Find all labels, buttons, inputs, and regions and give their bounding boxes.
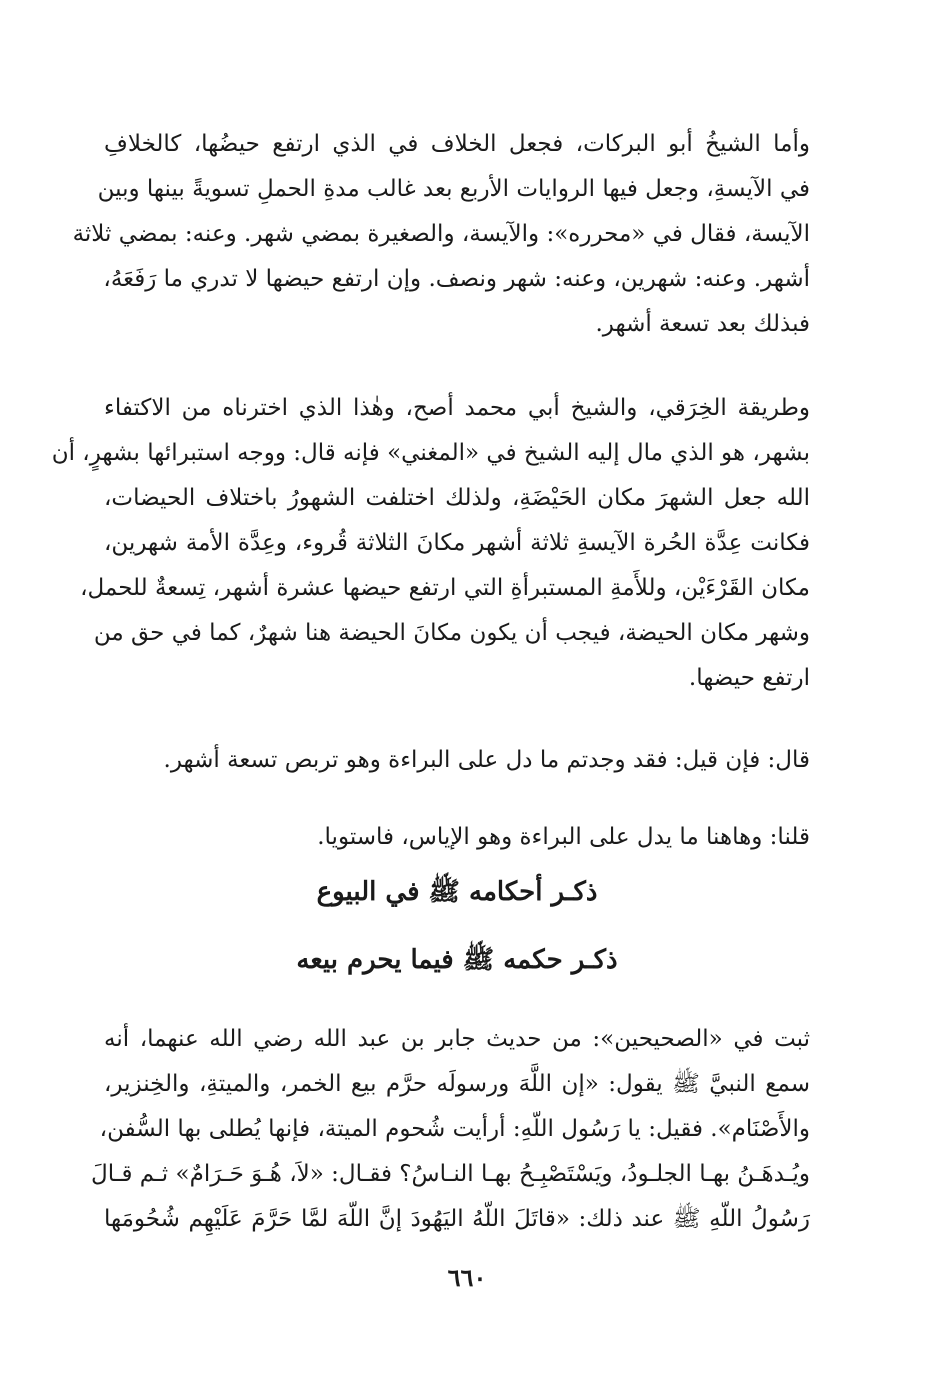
text-line: وأما الشيخُ أبو البركات، فجعل الخلاف في الذي ارتفع حيضُها، كالخلافِ xyxy=(104,131,810,157)
subsection-heading: ذكـر حكمه ﷺ فيما يحرم بيعه xyxy=(296,945,618,975)
text-line: ارتفع حيضها. xyxy=(688,665,810,691)
text-line: وشهر مكان الحيضة، فيجب أن يكون مكانَ الحيضة هنا شهرٌ، كما في حق من xyxy=(93,620,810,646)
text-line: والأَصْنَام». فقيل: يا رَسُول اللّهِ: أرأيت شُحوم الميتة، فإنها يُطلى بها السُّفن، xyxy=(99,1116,810,1142)
paragraph-abu-barakat xyxy=(72,122,810,347)
section-heading: ذكـر أحكامه ﷺ في البيوع xyxy=(316,877,598,907)
page-number: ٦٦٠ xyxy=(447,1263,487,1292)
text-line: رَسُولُ اللّهِ ﷺ عند ذلك: «قاتَلَ اللّهُ اليَهُودَ إنَّ اللّهَ لمَّا حَرَّمَ عَلَيْهِم شُحُومَها xyxy=(104,1206,810,1232)
paragraph-objection xyxy=(104,738,810,783)
text-line: بشهر، هو الذي مال إليه الشيخ في «المغني» فإنه قال: ووجه استبرائها بشهرٍ، أن xyxy=(51,440,810,466)
text-line: الآيسة، فقال في «محرره»: والآيسة، والصغيرة بمضي شهر. وعنه: بمضي ثلاثة xyxy=(72,221,810,247)
paragraph-hadith xyxy=(90,1017,810,1242)
text-line: وطريقة الخِرَقي، والشيخ أبي محمد أصح، وهٰذا الذي اخترناه من الاكتفاء xyxy=(104,395,810,421)
text-line: في الآيسةِ، وجعل فيها الروايات الأربع بعد غالب مدةِ الحملِ تسويةً بينها وبين xyxy=(97,176,810,202)
text-line: قلنا: وهاهنا ما يدل على البراءة وهو الإياس، فاستويا. xyxy=(317,824,810,850)
text-line: ثبت في «الصحيحين»: من حديث جابر بن عبد الله رضي الله عنهما، أنه xyxy=(104,1026,810,1052)
text-line: قال: فإن قيل: فقد وجدتم ما دل على البراءة وهو تربص تسعة أشهر. xyxy=(163,747,810,773)
paragraph-reply xyxy=(104,815,810,860)
text-line: مكان القَرْءَيْن، وللأَمةِ المستبرأةِ التي ارتفع حيضها عشرة أشهر، تِسعةٌ للحمل، xyxy=(80,575,810,601)
text-line: فبذلك بعد تسعة أشهر. xyxy=(595,311,810,337)
text-line: الله جعل الشهرَ مكان الحَيْضَةِ، ولذلك اختلفت الشهورُ باختلاف الحيضات، xyxy=(104,485,810,511)
text-line: أشهر. وعنه: شهرين، وعنه: شهر ونصف. وإن ارتفع حيضها لا تدري ما رَفَعَهُ، xyxy=(103,266,810,292)
text-line: سمع النبيَّ ﷺ يقول: «إن اللَّهَ ورسولَه حرَّم بيع الخمر، والميتةِ، والخِنزير، xyxy=(104,1071,810,1097)
text-line: ويُـدهَـنُ بهـا الجلـودُ، ويَسْتَصْبِـحُ بهـا النـاسُ؟ فقـال: «لاَ، هُـوَ حَـرَامٌ» ثـم قـالَ xyxy=(90,1161,810,1187)
paragraph-khiraqi xyxy=(51,386,810,701)
text-line: فكانت عِدَّة الحُرة الآيسةِ ثلاثة أشهر مكانَ الثلاثة قُروء، وعِدَّة الأمة شهرين، xyxy=(104,530,810,556)
